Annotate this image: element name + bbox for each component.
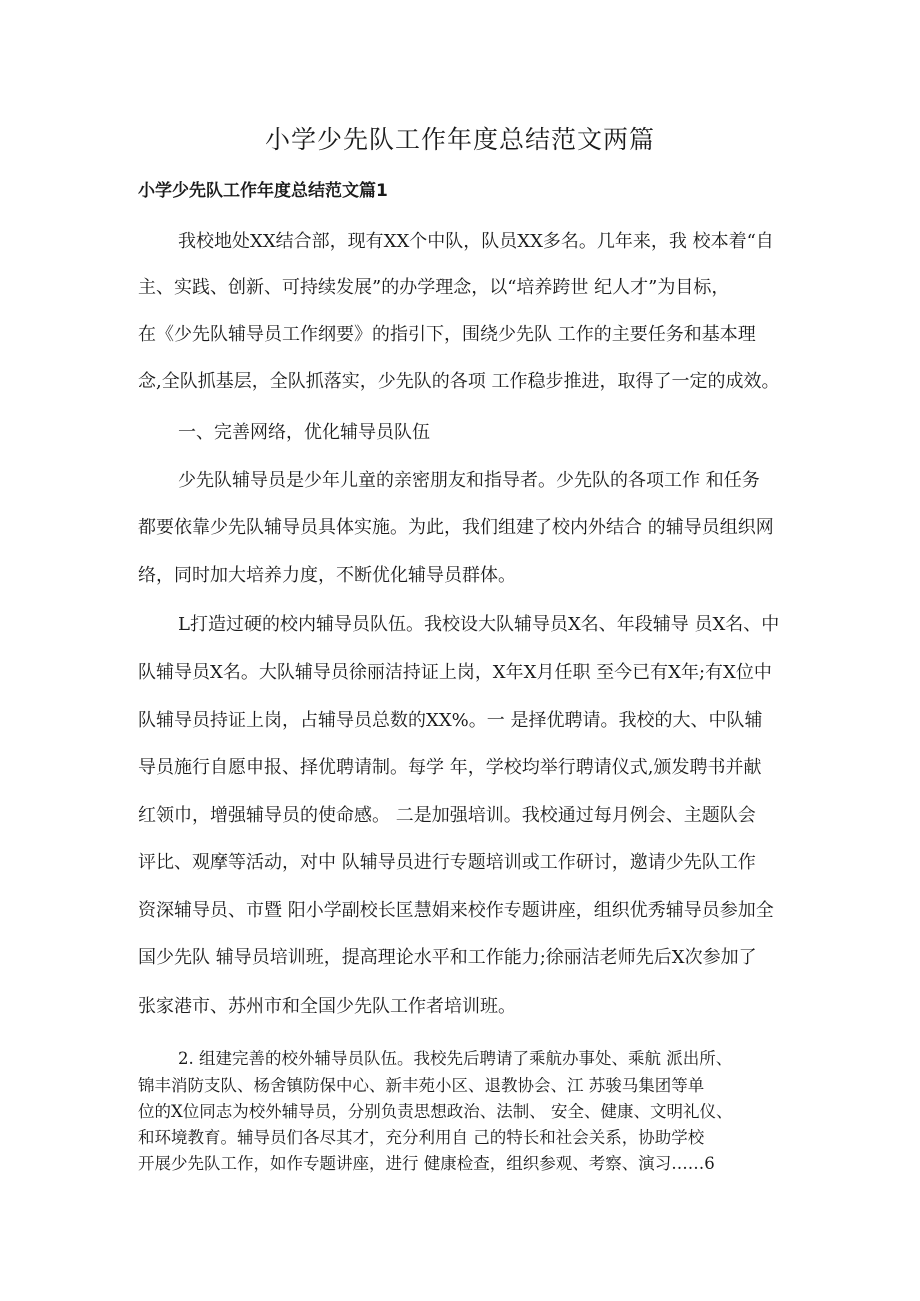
intro-line: 我校地处XX结合部，现有XX个中队，队员XX多名。几年来，我 校本着“自 bbox=[178, 231, 774, 252]
paragraph-line: 红领巾，增强辅导员的使命感。 二是加强培训。我校通过每月例会、主题队会 bbox=[138, 805, 756, 826]
document-subtitle: 小学少先队工作年度总结范文篇1 bbox=[138, 181, 388, 201]
paragraph-line: 2. 组建完善的校外辅导员队伍。我校先后聘请了乘航办事处、乘航 派出所、 bbox=[178, 1049, 733, 1068]
paragraph-line: 位的X位同志为校外辅导员，分别负责思想政治、法制、 安全、健康、文明礼仪、 bbox=[138, 1102, 733, 1121]
paragraph-line: 络，同时加大培养力度，不断优化辅导员群体。 bbox=[138, 565, 516, 586]
paragraph-line: 导员施行自愿申报、择优聘请制。每学 年，学校均举行聘请仪式,颁发聘书并献 bbox=[138, 757, 762, 778]
paragraph-line: 锦丰消防支队、杨舍镇防保中心、新丰苑小区、退教协会、江 苏骏马集团等单 bbox=[138, 1076, 705, 1095]
intro-line: 在《少先队辅导员工作纲要》的指引下，围绕少先队 工作的主要任务和基本理 bbox=[138, 324, 756, 345]
paragraph-line: 资深辅导员、市暨 阳小学副校长匡慧娟来校作专题讲座，组织优秀辅导员参加全 bbox=[138, 900, 774, 921]
paragraph-line: 队辅导员X名。大队辅导员徐丽洁持证上岗，X年X月任职 至今已有X年;有X位中 bbox=[138, 662, 772, 683]
paragraph-line: L打造过硬的校内辅导员队伍。我校设大队辅导员X名、年段辅导 员X名、中 bbox=[178, 614, 780, 635]
paragraph-line: 开展少先队工作，如作专题讲座，进行 健康检查，组织参观、考察、演习……6 bbox=[138, 1154, 715, 1173]
paragraph-line: 张家港市、苏州市和全国少先队工作者培训班。 bbox=[138, 996, 516, 1017]
intro-line: 主、实践、创新、可持续发展”的办学理念，以“培养跨世 纪人才”为目标， bbox=[138, 277, 730, 298]
paragraph-line: 和环境教育。辅导员们各尽其才，充分利用自 己的特长和社会关系，协助学校 bbox=[138, 1128, 705, 1147]
paragraph-line: 评比、观摩等活动，对中 队辅导员进行专题培训或工作研讨，邀请少先队工作 bbox=[138, 852, 756, 873]
section-heading: 一、完善网络，优化辅导员队伍 bbox=[178, 422, 430, 443]
intro-line: 念,全队抓基层，全队抓落实，少先队的各项 工作稳步推进，取得了一定的成效。 bbox=[138, 371, 780, 392]
paragraph-line: 少先队辅导员是少年儿童的亲密朋友和指导者。少先队的各项工作 和任务 bbox=[178, 470, 760, 491]
paragraph-line: 队辅导员持证上岗，占辅导员总数的XX%。一 是择优聘请。我校的大、中队辅 bbox=[138, 710, 763, 731]
paragraph-line: 国少先队 辅导员培训班，提高理论水平和工作能力;徐丽洁老师先后X次参加了 bbox=[138, 947, 757, 968]
paragraph-line: 都要依靠少先队辅导员具体实施。为此，我们组建了校内外结合 的辅导员组织网 bbox=[138, 517, 774, 538]
document-title: 小学少先队工作年度总结范文两篇 bbox=[264, 125, 655, 154]
